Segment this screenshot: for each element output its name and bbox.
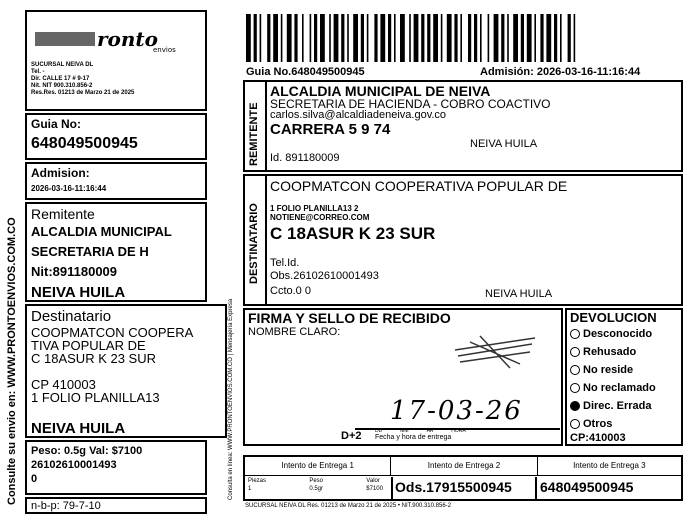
barcode-bar <box>341 14 344 62</box>
remitente-city: NEIVA HUILA <box>31 284 126 301</box>
destinatario-line: CP 410003 <box>31 377 96 392</box>
pieces-header: Valor <box>366 478 380 484</box>
branch-info <box>31 62 207 97</box>
barcode-bar <box>414 14 419 62</box>
logo-graphic <box>33 24 198 54</box>
branch-box <box>25 10 207 111</box>
peso-ref: 26102610001493 <box>31 459 117 471</box>
barcode-bar <box>329 14 331 62</box>
barcode-bar <box>281 14 283 62</box>
intento-cell: Intento de Entrega 1 <box>245 457 391 475</box>
barcode-bar <box>560 14 562 62</box>
barcode-bar <box>574 14 576 62</box>
dest-email: NOTIENE@CORREO.COM <box>270 213 370 222</box>
date-part: HORA <box>451 428 466 434</box>
devolucion-option-label: Otros <box>583 418 613 430</box>
barcode-graphic <box>244 14 680 62</box>
d2-label: D+2 <box>341 430 362 442</box>
dest-name: COOPMATCON COOPERATIVA POPULAR DE <box>270 178 568 194</box>
barcode-bar <box>388 14 391 62</box>
intento-cell: Intento de Entrega 2 <box>391 457 537 475</box>
barcode-bar <box>540 14 543 62</box>
branch-line: Nit. NIT 900.310.856-2 <box>31 83 93 89</box>
barcode-bar <box>246 14 251 62</box>
barcode-bar <box>254 14 257 62</box>
remitente-side-label: REMITENTE <box>248 102 260 166</box>
barcode-bar <box>468 14 471 62</box>
remitente-id: Id. 891180009 <box>270 152 340 164</box>
barcode-bar <box>507 14 509 62</box>
barcode-bar <box>534 14 536 62</box>
dest-city: NEIVA HUILA <box>485 288 553 300</box>
devolucion-option-label: Direc. Errada <box>583 400 652 412</box>
pieces-value: 1 <box>248 486 252 492</box>
destinatario-side-label: DESTINATARIO <box>248 203 260 284</box>
remitente-line: Nit:891180009 <box>31 264 118 279</box>
barcode-bar <box>353 14 358 62</box>
devolucion-title: DEVOLUCION <box>570 310 657 325</box>
barcode-bar <box>513 14 518 62</box>
remitente-line: SECRETARIA DE H <box>31 244 149 259</box>
date-part: DD <box>375 428 383 434</box>
barcode-bar <box>554 14 557 62</box>
radio-circle-icon <box>570 401 580 411</box>
dest-address: C 18ASUR K 23 SUR <box>270 224 436 243</box>
devolucion-cp: CP:410003 <box>570 432 626 444</box>
handwritten-date: 17-03-26 <box>390 396 523 426</box>
intentos-panel <box>243 455 683 501</box>
pieces-col <box>309 477 323 493</box>
barcode <box>244 14 680 62</box>
branch-line: Dir. CALLE 17 # 9-17 <box>31 76 90 82</box>
footer-text: SUCURSAL NEIVA DL Res. 01213 de Marzo 21 de 2025 • NIT.900.310.856-2 <box>245 503 451 509</box>
intentos-header <box>245 457 681 476</box>
barcode-bar <box>527 14 532 62</box>
nombre-claro: NOMBRE CLARO: <box>248 326 341 338</box>
destinatario-line: 1 FOLIO PLANILLA13 <box>31 390 160 405</box>
scribble-mark <box>450 330 540 370</box>
admision-value: 2026-03-16-11:16:44 <box>31 184 107 193</box>
pieces-value: $7100 <box>366 486 383 492</box>
barcode-bar <box>374 14 377 62</box>
guia-header: Guia No.648049500945 <box>246 66 365 78</box>
barcode-bar <box>460 14 462 62</box>
barcode-bar <box>260 14 262 62</box>
barcode-bar <box>488 14 490 62</box>
devolucion-option[interactable] <box>570 327 656 341</box>
destinatario-line: COOPMATCON COOPERA <box>31 325 194 340</box>
nbp-value: n-b-p: 79-7-10 <box>31 500 101 512</box>
barcode-bar <box>546 14 551 62</box>
pieces-col <box>366 477 383 493</box>
barcode-bar <box>447 14 452 62</box>
devolucion-option[interactable] <box>570 381 656 395</box>
barcode-bar <box>367 14 369 62</box>
nbp-box <box>25 497 207 514</box>
svg-text:ronto: ronto <box>97 27 158 51</box>
pieces-header: Peso <box>309 478 323 484</box>
radio-circle-icon <box>570 347 580 357</box>
ods-value: Ods.17915500945 <box>395 479 512 495</box>
admision-box <box>25 162 207 200</box>
guia-number: 648049500945 <box>31 135 138 152</box>
remitente-sub: SECRETARIA DE HACIENDA - COBRO COACTIVO <box>270 97 551 111</box>
devolucion-option[interactable] <box>570 363 656 377</box>
devolucion-option[interactable] <box>570 399 656 413</box>
radio-circle-icon <box>570 419 580 429</box>
devolucion-options <box>570 327 656 431</box>
date-part: MM <box>400 428 409 434</box>
dest-obs: Obs.26102610001493 <box>270 270 379 282</box>
admision-label: Admision: <box>31 166 90 180</box>
barcode-bar <box>320 14 325 62</box>
barcode-bar <box>521 14 524 62</box>
barcode-bar <box>310 14 312 62</box>
remitente-name: ALCALDIA MUNICIPAL DE NEIVA <box>270 83 491 99</box>
dest-folio: 1 FOLIO PLANILLA13 2 <box>270 204 359 213</box>
divider <box>391 477 393 499</box>
divider <box>535 477 537 499</box>
pieces-value: 0.5gr <box>309 486 323 492</box>
devolucion-option-label: No reside <box>583 364 634 376</box>
remitente-panel <box>243 80 683 172</box>
destinatario-panel <box>243 174 683 306</box>
barcode-bar <box>568 14 571 62</box>
guia-label: Guia No: <box>31 117 81 131</box>
date-part: AA <box>426 428 434 434</box>
barcode-bar <box>480 14 482 62</box>
barcode-bar <box>474 14 477 62</box>
destinatario-line: C 18ASUR K 23 SUR <box>31 351 156 366</box>
firma-panel <box>243 308 563 446</box>
branch-line: Tel. - <box>31 69 45 75</box>
branch-line: Res.Res. 01213 de Marzo 21 de 2025 <box>31 90 135 96</box>
pieces-col <box>248 477 266 493</box>
remitente-city-right: NEIVA HUILA <box>470 138 538 150</box>
radio-circle-icon <box>570 365 580 375</box>
barcode-bar <box>380 14 385 62</box>
barcode-bar <box>334 14 339 62</box>
barcode-bar <box>302 14 304 62</box>
remitente-label: Remitente <box>31 206 95 222</box>
peso-box <box>25 440 207 495</box>
remitente-address: CARRERA 5 9 74 <box>270 121 391 138</box>
intento-cell: Intento de Entrega 3 <box>573 461 646 470</box>
barcode-bar <box>361 14 364 62</box>
barcode-bar <box>400 14 405 62</box>
branch-line: SUCURSAL NEIVA DL <box>31 62 94 68</box>
remitente-line: ALCALDIA MUNICIPAL <box>31 224 172 239</box>
devolucion-panel <box>565 308 683 446</box>
logo <box>33 24 198 54</box>
barcode-bar <box>294 14 297 62</box>
barcode-bar <box>267 14 270 62</box>
vertical-url: Consulte su envio en: WWW.PRONTOENVIOS.COM.CO <box>6 217 18 505</box>
vertical-small-text: Consulta en línea: WWW.PRONTOENVIOS.COM.CO | Mensajería Expresa <box>228 298 234 500</box>
barcode-bar <box>287 14 292 62</box>
dest-ccto: Ccto.0 0 <box>270 285 311 297</box>
devolucion-option-label: Desconocido <box>583 328 653 340</box>
fecha-label: Fecha y hora de entrega <box>375 434 452 441</box>
barcode-bar <box>314 14 317 62</box>
pieces-header: Piezas <box>248 478 267 484</box>
peso-zero: 0 <box>31 473 38 485</box>
barcode-bar <box>409 14 411 62</box>
admision-header: Admisión: 2026-03-16-11:16:44 <box>480 66 641 78</box>
barcode-bar <box>501 14 504 62</box>
barcode-bar <box>433 14 438 62</box>
barcode-bar <box>427 14 430 62</box>
firma-title: FIRMA Y SELLO DE RECIBIDO <box>248 310 451 326</box>
barcode-bar <box>347 14 349 62</box>
devolucion-option[interactable] <box>570 345 656 359</box>
barcode-bar <box>394 14 396 62</box>
destinatario-box <box>25 304 227 438</box>
barcode-bar <box>273 14 278 62</box>
devolucion-option[interactable] <box>570 417 656 431</box>
destinatario-lines <box>31 326 193 404</box>
barcode-bar <box>441 14 443 62</box>
remitente-email: carlos.silva@alcaldiadeneiva.gov.co <box>270 109 447 121</box>
guia-bottom: 648049500945 <box>540 479 634 495</box>
peso-line: Peso: 0.5g Val: $7100 <box>31 445 143 457</box>
guia-box <box>25 113 207 160</box>
destinatario-line: TIVA POPULAR DE <box>31 338 146 353</box>
barcode-bar <box>494 14 499 62</box>
destinatario-label: Destinatario <box>31 308 112 325</box>
devolucion-option-label: Rehusado <box>583 346 637 358</box>
devolucion-option-label: No reclamado <box>583 382 656 394</box>
pieces-table <box>248 477 383 493</box>
destinatario-city: NEIVA HUILA <box>31 420 126 437</box>
remitente-box <box>25 202 207 302</box>
dest-tel: Tel.Id. <box>270 257 300 269</box>
barcode-bar <box>454 14 457 62</box>
svg-text:envios: envios <box>153 46 176 54</box>
barcode-bar <box>421 14 424 62</box>
radio-circle-icon <box>570 383 580 393</box>
radio-circle-icon <box>570 329 580 339</box>
